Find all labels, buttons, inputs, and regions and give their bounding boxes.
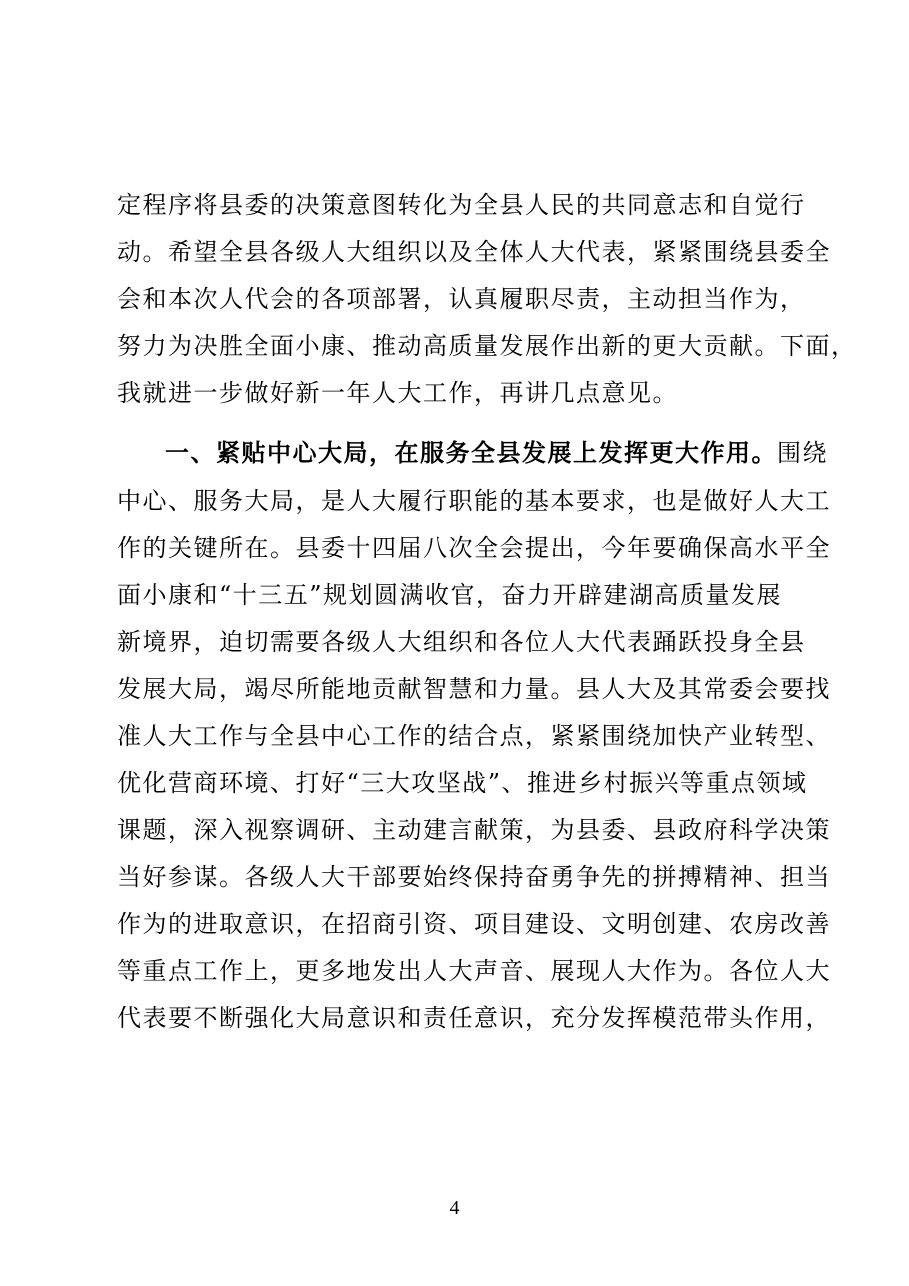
body-text-line: 努力为决胜全面小康、推动高质量发展作出新的更大贡献。下面， bbox=[117, 332, 857, 360]
body-text-line: 优化营商环境、打好“三大攻坚战”、推进乡村振兴等重点领域 bbox=[117, 769, 808, 797]
body-text-line: 准人大工作与全县中心工作的结合点，紧紧围绕加快产业转型、 bbox=[117, 722, 831, 750]
body-text-line: 新境界，迫切需要各级人大组织和各位人大代表踊跃投身全县 bbox=[117, 628, 806, 656]
body-text-line: 我就进一步做好新一年人大工作，再讲几点意见。 bbox=[117, 379, 678, 407]
body-text-line: 等重点工作上，更多地发出人大声音、展现人大作为。各位人大 bbox=[117, 957, 831, 985]
body-text-line: 作为的进取意识，在招商引资、项目建设、文明创建、农房改善 bbox=[117, 910, 831, 938]
page-number: 4 bbox=[449, 1197, 460, 1219]
body-text-line: 动。希望全县各级人大组织以及全体人大代表，紧紧围绕县委全 bbox=[117, 238, 831, 266]
body-text-line: 当好参谋。各级人大干部要始终保持奋勇争先的拼搏精神、担当 bbox=[117, 863, 831, 891]
body-text-fragment: 围绕 bbox=[777, 439, 828, 467]
body-text-line: 会和本次人代会的各项部署，认真履职尽责，主动担当作为， bbox=[117, 285, 806, 313]
body-text-line: 作的关键所在。县委十四届八次全会提出，今年要确保高水平全 bbox=[117, 534, 831, 562]
body-text-line: 代表要不断强化大局意识和责任意识，充分发挥模范带头作用， bbox=[117, 1004, 831, 1032]
body-text-line: 中心、服务大局，是人大履行职能的基本要求，也是做好人大工 bbox=[117, 487, 831, 515]
body-text-line: 发展大局，竭尽所能地贡献智慧和力量。县人大及其常委会要找 bbox=[117, 675, 831, 703]
section-heading: 一、紧贴中心大局，在服务全县发展上发挥更大作用。 bbox=[165, 438, 777, 467]
body-text-line: 课题，深入视察调研、主动建言献策，为县委、县政府科学决策 bbox=[117, 816, 831, 844]
body-text-line: 面小康和“十三五”规划圆满收官，奋力开辟建湖高质量发展 bbox=[117, 581, 783, 609]
body-text-line: 定程序将县委的决策意图转化为全县人民的共同意志和自觉行 bbox=[117, 191, 806, 219]
section-heading-line bbox=[165, 438, 828, 468]
